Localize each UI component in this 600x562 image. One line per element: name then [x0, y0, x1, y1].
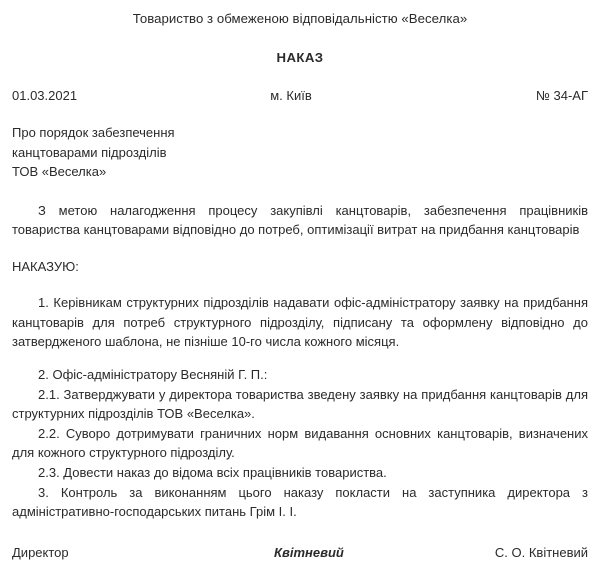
document-place: м. Київ: [270, 88, 312, 103]
document-type-heading: НАКАЗ: [276, 50, 324, 65]
document-number: № 34-АГ: [535, 88, 588, 103]
signatory-name: С. О. Квітневий: [494, 544, 588, 560]
document-body: [12, 201, 588, 522]
clause-2: 2. Офіс-адміністратору Весняній Г. П.:: [38, 367, 268, 383]
preamble-paragraph: З метою налагодження процесу закупівлі канцтоварів, забезпечення працівників товариства канцтоварами відповідно до потреб, оптимізації витрат на придбання канцтоварів: [12, 202, 588, 238]
clause-2-2: 2.2. Суворо дотримувати граничних норм видавання основних канцтоварів, визначених для кожного структурного підрозділу.: [12, 425, 588, 461]
spacer-after-clause-1: [12, 352, 588, 365]
spacer-after-order-keyword: [12, 276, 588, 293]
handwritten-signature: Квітневий: [274, 544, 344, 560]
clause-2-3: 2.3. Довести наказ до відома всіх працівників товариства.: [38, 465, 387, 481]
subject-line-3: ТОВ «Веселка»: [12, 164, 107, 179]
subject-line-2: канцтоварами підрозділів: [12, 144, 167, 160]
document-date: 01.03.2021: [12, 88, 78, 103]
document-meta-row: [12, 87, 588, 104]
clause-3: 3. Контроль за виконанням цього наказу покласти на заступника директора з адміністративно-господарських питань Грім І. І.: [12, 484, 588, 520]
subject-line-1: Про порядок забезпечення: [12, 125, 175, 140]
clause-1: 1. Керівникам структурних підрозділів надавати офіс-адміністратору заявку на придбання канцтоварів для потреб структурного підрозділу, підписану та оформлену відповідно до затвердженого шаблона, не пізніше 10-го числа кожного місяця.: [12, 295, 588, 350]
signature-block: [12, 544, 588, 562]
signatory-title: Директор: [12, 544, 69, 560]
clause-2-1: 2.1. Затверджувати у директора товариства зведену заявку на придбання канцтоварів для структурних підрозділів ТОВ «Веселка».: [12, 386, 588, 422]
organization-heading: Товариство з обмеженою відповідальністю «Веселка»: [132, 11, 468, 26]
spacer-after-preamble: [12, 240, 588, 257]
order-keyword: НАКАЗУЮ:: [12, 258, 79, 274]
document-subject: [12, 123, 588, 182]
